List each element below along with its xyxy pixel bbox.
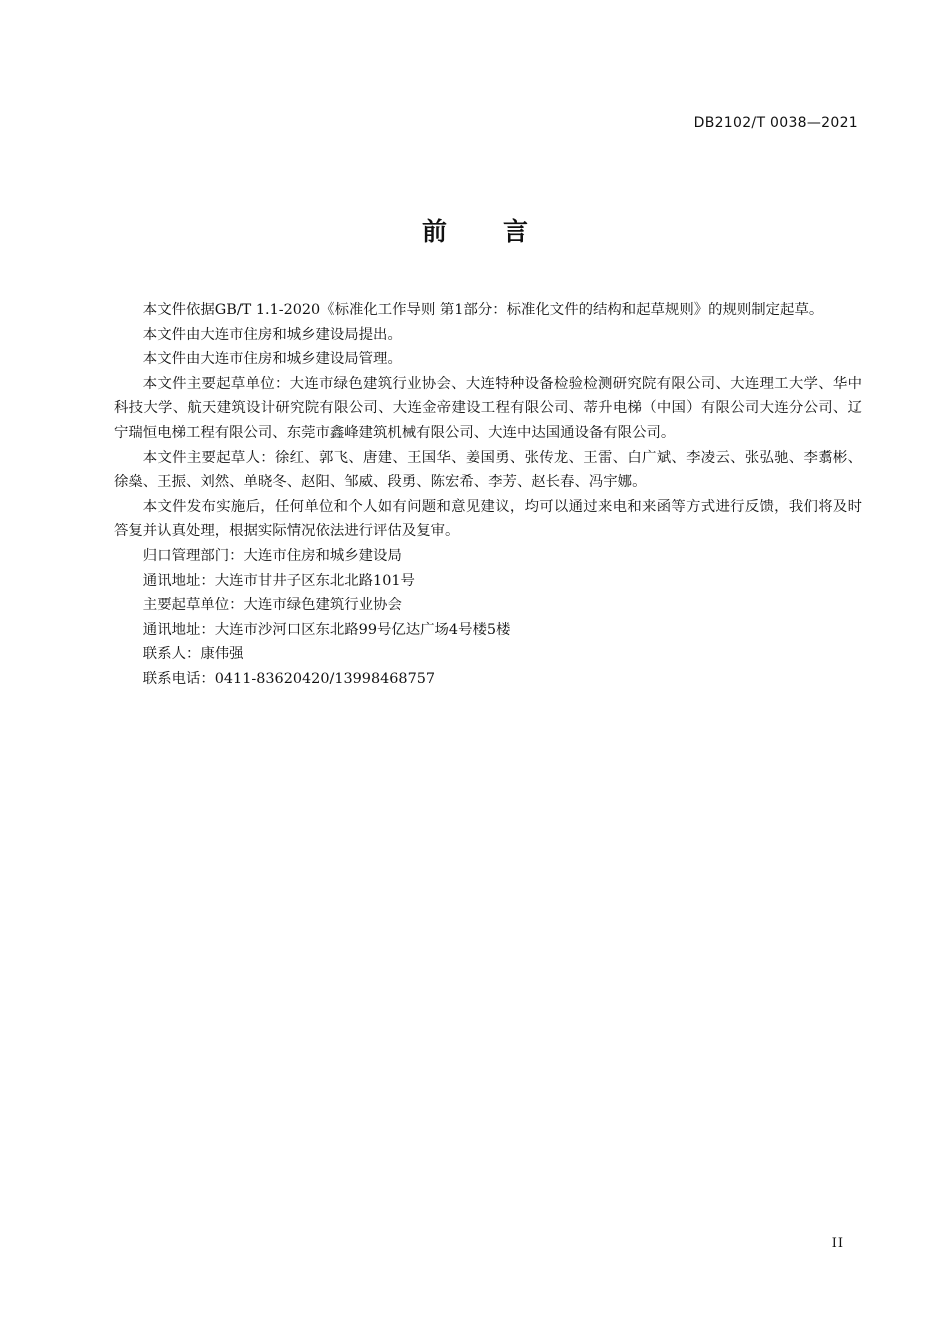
paragraph-contact-person: 联系人：康伟强: [142, 646, 244, 663]
document-code: DB2102/T 0038—2021: [693, 115, 858, 131]
paragraph-manager: 本文件由大连市住房和城乡建设局管理。: [142, 351, 402, 368]
preface-body: [114, 298, 862, 692]
paragraph-contact-phone: 联系电话：0411-83620420/13998468757: [142, 670, 436, 687]
paragraph-authority-address: 通讯地址：大连市甘井子区东北北路101号: [142, 572, 415, 589]
paragraph-drafting-units: 本文件主要起草单位：大连市绿色建筑行业协会、大连特种设备检验检测研究院有限公司、大连理工大学、华中科技大学、航天建筑设计研究院有限公司、大连金帝建设工程有限公司、蒂升电梯（中国）有限公司大连分公司、辽宁瑞恒电梯工程有限公司、东莞市鑫峰建筑机械有限公司、大连中达国通设备有限公司。: [114, 375, 862, 441]
page-title: [0, 212, 950, 248]
paragraph-drafters: 本文件主要起草人：徐红、郭飞、唐建、王国华、姜国勇、张传龙、王雷、白广斌、李凌云、张弘驰、李翥彬、徐燊、王振、刘然、单晓冬、赵阳、邹威、段勇、陈宏希、李芳、赵长春、冯宇娜。: [114, 449, 862, 491]
paragraph-proposer: 本文件由大连市住房和城乡建设局提出。: [142, 326, 402, 343]
page-number: II: [831, 1236, 844, 1251]
paragraph-feedback: 本文件发布实施后，任何单位和个人如有问题和意见建议，均可以通过来电和来函等方式进行反馈，我们将及时答复并认真处理，根据实际情况依法进行评估及复审。: [114, 498, 862, 540]
title-char-2: 言: [503, 217, 529, 246]
paragraph-drafter-address: 通讯地址：大连市沙河口区东北路99号亿达广场4号楼5楼: [142, 621, 511, 638]
paragraph-main-drafter: 主要起草单位：大连市绿色建筑行业协会: [142, 597, 402, 614]
paragraph-authority: 归口管理部门：大连市住房和城乡建设局: [142, 547, 402, 564]
title-char-1: 前: [421, 217, 447, 246]
paragraph-basis: 本文件依据GB/T 1.1-2020《标准化工作导则 第1部分：标准化文件的结构和起草规则》的规则制定起草。: [142, 302, 824, 318]
